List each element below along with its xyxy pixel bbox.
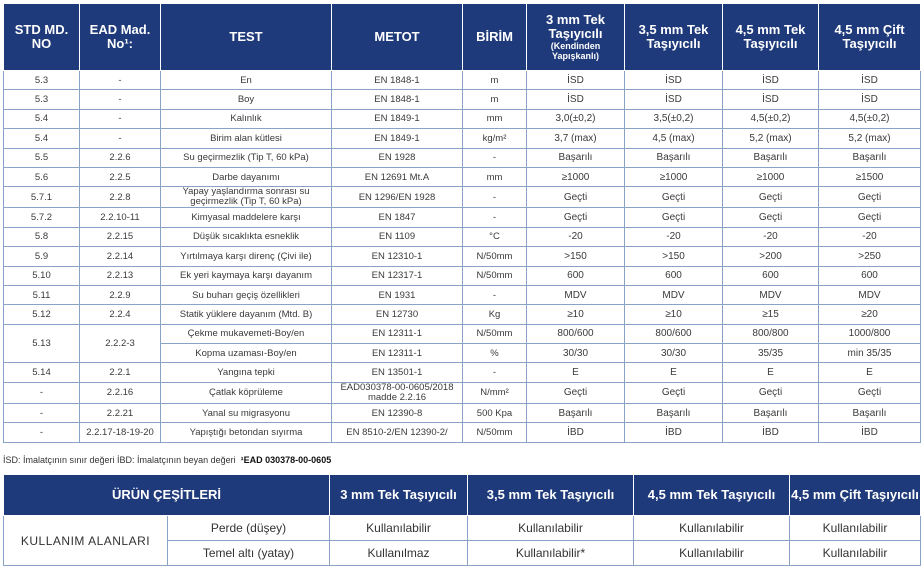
value-cell: İSD	[625, 71, 723, 90]
spec-row	[4, 90, 921, 109]
value-cell: İSD	[819, 90, 921, 109]
ead-mad-no-cell: 2.2.13	[80, 266, 161, 285]
value-cell: 30/30	[527, 344, 625, 363]
usage-cell: Kullanılabilir	[790, 541, 921, 566]
usage-cell: Kullanılabilir	[634, 516, 790, 541]
usage-cell: Kullanılabilir	[330, 516, 468, 541]
value-cell: >250	[819, 247, 921, 266]
birim-cell: -	[463, 363, 527, 382]
usage-cell: Kullanılabilir*	[468, 541, 634, 566]
value-cell: MDV	[527, 285, 625, 304]
value-cell: Başarılı	[723, 148, 819, 167]
ead-mad-no-cell: 2.2.9	[80, 285, 161, 304]
value-cell: Başarılı	[527, 403, 625, 422]
value-cell: >150	[527, 247, 625, 266]
std-md-no-cell: -	[4, 403, 80, 422]
birim-cell: mm	[463, 109, 527, 128]
value-cell: 4,5(±0,2)	[819, 109, 921, 128]
birim-cell: N/mm²	[463, 382, 527, 403]
std-md-no-cell: 5.8	[4, 227, 80, 246]
product-col-35mm: 3,5 mm Tek Taşıyıcılı	[468, 475, 634, 516]
test-cell: Yapıştığı betondan sıyırma	[161, 423, 332, 442]
test-cell: Statik yüklere dayanım (Mtd. B)	[161, 305, 332, 324]
metot-cell: EN 1928	[332, 148, 463, 167]
ead-mad-no-cell: -	[80, 90, 161, 109]
value-cell: 3,0(±0,2)	[527, 109, 625, 128]
value-cell: İSD	[819, 71, 921, 90]
birim-cell: -	[463, 187, 527, 208]
spec-row	[4, 167, 921, 186]
usage-label: Temel altı (yatay)	[168, 541, 330, 566]
ead-mad-no-cell: 2.2.5	[80, 167, 161, 186]
spec-row	[4, 247, 921, 266]
std-md-no-cell: 5.9	[4, 247, 80, 266]
std-md-no-cell: 5.4	[4, 129, 80, 148]
value-cell: E	[723, 363, 819, 382]
ead-mad-no-cell: 2.2.2-3	[80, 324, 161, 363]
std-md-no-cell: 5.7.2	[4, 208, 80, 227]
birim-cell: m	[463, 90, 527, 109]
birim-cell: -	[463, 285, 527, 304]
value-cell: Geçti	[819, 187, 921, 208]
value-cell: ≥1500	[819, 167, 921, 186]
value-cell: 5,2 (max)	[819, 129, 921, 148]
value-cell: Başarılı	[819, 148, 921, 167]
std-md-no-cell: 5.6	[4, 167, 80, 186]
ead-mad-no-cell: -	[80, 71, 161, 90]
value-cell: Geçti	[527, 208, 625, 227]
std-md-no-cell: 5.3	[4, 90, 80, 109]
test-cell: Yanal su migrasyonu	[161, 403, 332, 422]
test-cell: Kalınlık	[161, 109, 332, 128]
birim-cell: °C	[463, 227, 527, 246]
product-types-header: ÜRÜN ÇEŞİTLERİ	[4, 475, 330, 516]
test-cell: Boy	[161, 90, 332, 109]
test-cell: Yırtılmaya karşı direnç (Çivi ile)	[161, 247, 332, 266]
header-metot: METOT	[332, 4, 463, 71]
value-cell: Geçti	[819, 382, 921, 403]
spec-row	[4, 403, 921, 422]
test-cell: Düşük sıcaklıkta esneklik	[161, 227, 332, 246]
test-cell: Ek yeri kaymaya karşı dayanım	[161, 266, 332, 285]
test-cell: Birim alan kütlesi	[161, 129, 332, 148]
metot-cell: EN 12691 Mt.A	[332, 167, 463, 186]
ead-mad-no-cell: -	[80, 129, 161, 148]
value-cell: İBD	[723, 423, 819, 442]
spec-row	[4, 227, 921, 246]
product-col-45mm: 4,5 mm Tek Taşıyıcılı	[634, 475, 790, 516]
ead-mad-no-cell: 2.2.10-11	[80, 208, 161, 227]
birim-cell: N/50mm	[463, 247, 527, 266]
value-cell: 3,7 (max)	[527, 129, 625, 148]
ead-mad-no-cell: 2.2.16	[80, 382, 161, 403]
spec-body	[4, 71, 921, 443]
ead-mad-no-cell: 2.2.6	[80, 148, 161, 167]
usage-label: Perde (düşey)	[168, 516, 330, 541]
metot-cell: EN 1847	[332, 208, 463, 227]
std-md-no-cell: 5.13	[4, 324, 80, 363]
ead-mad-no-cell: -	[80, 109, 161, 128]
test-cell: Yangına tepki	[161, 363, 332, 382]
footnote-ead-ref: ¹EAD 030378-00-0605	[240, 455, 332, 465]
birim-cell: Kg	[463, 305, 527, 324]
value-cell: 30/30	[625, 344, 723, 363]
header-45mm-double: 4,5 mm Çift Taşıyıcılı	[819, 4, 921, 71]
value-cell: 3,5(±0,2)	[625, 109, 723, 128]
value-cell: E	[819, 363, 921, 382]
test-cell: Kimyasal maddelere karşı	[161, 208, 332, 227]
spec-row	[4, 187, 921, 208]
value-cell: İBD	[625, 423, 723, 442]
value-cell: İBD	[819, 423, 921, 442]
value-cell: 600	[723, 266, 819, 285]
value-cell: İSD	[527, 90, 625, 109]
header-std-md-no: STD MD. NO	[4, 4, 80, 71]
value-cell: min 35/35	[819, 344, 921, 363]
value-cell: -20	[527, 227, 625, 246]
value-cell: E	[527, 363, 625, 382]
spec-row	[4, 382, 921, 403]
usage-cell: Kullanılabilir	[634, 541, 790, 566]
value-cell: 1000/800	[819, 324, 921, 343]
value-cell: Geçti	[723, 382, 819, 403]
spec-row	[4, 305, 921, 324]
metot-cell: EN 12730	[332, 305, 463, 324]
value-cell: >200	[723, 247, 819, 266]
metot-cell: EN 1849-1	[332, 109, 463, 128]
birim-cell: mm	[463, 167, 527, 186]
value-cell: İSD	[723, 90, 819, 109]
product-header-row	[4, 475, 921, 516]
usage-cell: Kullanılabilir	[468, 516, 634, 541]
header-3mm-label: 3 mm Tek Taşıyıcılı	[545, 12, 605, 41]
metot-cell: EN 1931	[332, 285, 463, 304]
spec-row	[4, 71, 921, 90]
metot-cell: EN 1296/EN 1928	[332, 187, 463, 208]
value-cell: 4,5(±0,2)	[723, 109, 819, 128]
value-cell: 600	[527, 266, 625, 285]
test-cell: Darbe dayanımı	[161, 167, 332, 186]
value-cell: Geçti	[625, 208, 723, 227]
footnote-text: İSD: İmalatçının sınır değeri İBD: İmalatçının beyan değeri	[3, 455, 236, 465]
specification-table	[3, 3, 921, 443]
usage-cell: Kullanılabilir	[790, 516, 921, 541]
value-cell: 600	[819, 266, 921, 285]
metot-cell: EN 1109	[332, 227, 463, 246]
value-cell: 5,2 (max)	[723, 129, 819, 148]
test-cell: Su geçirmezlik (Tip T, 60 kPa)	[161, 148, 332, 167]
std-md-no-cell: 5.12	[4, 305, 80, 324]
header-ead-mad-no: EAD Mad. No¹:	[80, 4, 161, 71]
header-3mm	[527, 4, 625, 71]
std-md-no-cell: 5.14	[4, 363, 80, 382]
test-cell: Çatlak köprüleme	[161, 382, 332, 403]
birim-cell: kg/m²	[463, 129, 527, 148]
birim-cell: 500 Kpa	[463, 403, 527, 422]
value-cell: MDV	[723, 285, 819, 304]
usage-cell: Kullanılmaz	[330, 541, 468, 566]
metot-cell: EN 12310-1	[332, 247, 463, 266]
birim-cell: N/50mm	[463, 423, 527, 442]
header-45mm: 4,5 mm Tek Taşıyıcılı	[723, 4, 819, 71]
spec-row	[4, 285, 921, 304]
std-md-no-cell: 5.4	[4, 109, 80, 128]
value-cell: -20	[723, 227, 819, 246]
value-cell: 4,5 (max)	[625, 129, 723, 148]
spec-row	[4, 129, 921, 148]
value-cell: Başarılı	[527, 148, 625, 167]
value-cell: Geçti	[819, 208, 921, 227]
ead-mad-no-cell: 2.2.14	[80, 247, 161, 266]
value-cell: 35/35	[723, 344, 819, 363]
header-test: TEST	[161, 4, 332, 71]
header-3mm-note: (Kendinden Yapışkanlı)	[550, 41, 601, 61]
value-cell: Geçti	[723, 187, 819, 208]
std-md-no-cell: -	[4, 382, 80, 403]
value-cell: ≥1000	[625, 167, 723, 186]
std-md-no-cell: 5.7.1	[4, 187, 80, 208]
birim-cell: N/50mm	[463, 324, 527, 343]
value-cell: ≥1000	[527, 167, 625, 186]
test-cell: Yapay yaşlandırma sonrası su geçirmezlik (Tip T, 60 kPa)	[161, 187, 332, 208]
birim-cell: N/50mm	[463, 266, 527, 285]
metot-cell: EN 12317-1	[332, 266, 463, 285]
value-cell: Başarılı	[723, 403, 819, 422]
header-35mm: 3,5 mm Tek Taşıyıcılı	[625, 4, 723, 71]
ead-mad-no-cell: 2.2.8	[80, 187, 161, 208]
value-cell: >150	[625, 247, 723, 266]
std-md-no-cell: 5.5	[4, 148, 80, 167]
test-cell: Su buharı geçiş özellikleri	[161, 285, 332, 304]
value-cell: ≥15	[723, 305, 819, 324]
value-cell: 600	[625, 266, 723, 285]
ead-mad-no-cell: 2.2.1	[80, 363, 161, 382]
metot-cell: EN 12390-8	[332, 403, 463, 422]
std-md-no-cell: 5.11	[4, 285, 80, 304]
birim-cell: -	[463, 208, 527, 227]
ead-mad-no-cell: 2.2.17-18-19-20	[80, 423, 161, 442]
metot-cell: EN 12311-1	[332, 344, 463, 363]
test-cell: Çekme mukavemeti-Boy/en	[161, 324, 332, 343]
value-cell: -20	[819, 227, 921, 246]
spec-row	[4, 109, 921, 128]
std-md-no-cell: 5.3	[4, 71, 80, 90]
value-cell: Geçti	[723, 208, 819, 227]
footnote	[3, 455, 331, 465]
ead-mad-no-cell: 2.2.4	[80, 305, 161, 324]
header-birim: BİRİM	[463, 4, 527, 71]
birim-cell: %	[463, 344, 527, 363]
value-cell: 800/600	[527, 324, 625, 343]
value-cell: -20	[625, 227, 723, 246]
value-cell: MDV	[625, 285, 723, 304]
value-cell: 800/600	[625, 324, 723, 343]
spec-row	[4, 423, 921, 442]
test-cell: Kopma uzaması-Boy/en	[161, 344, 332, 363]
value-cell: Başarılı	[625, 148, 723, 167]
metot-cell: EN 13501-1	[332, 363, 463, 382]
spec-header-row	[4, 4, 921, 71]
product-col-3mm: 3 mm Tek Taşıyıcılı	[330, 475, 468, 516]
value-cell: Geçti	[625, 187, 723, 208]
value-cell: Başarılı	[819, 403, 921, 422]
spec-row	[4, 324, 921, 343]
spec-row	[4, 148, 921, 167]
value-cell: İSD	[527, 71, 625, 90]
product-usage-table	[3, 474, 921, 566]
usage-area-label: KULLANIM ALANLARI	[4, 516, 168, 566]
value-cell: ≥10	[527, 305, 625, 324]
value-cell: İSD	[625, 90, 723, 109]
metot-cell: EN 12311-1	[332, 324, 463, 343]
ead-mad-no-cell: 2.2.15	[80, 227, 161, 246]
value-cell: 800/800	[723, 324, 819, 343]
value-cell: Başarılı	[625, 403, 723, 422]
value-cell: ≥20	[819, 305, 921, 324]
std-md-no-cell: -	[4, 423, 80, 442]
value-cell: E	[625, 363, 723, 382]
metot-cell: EN 1848-1	[332, 71, 463, 90]
std-md-no-cell: 5.10	[4, 266, 80, 285]
test-cell: En	[161, 71, 332, 90]
usage-row	[4, 516, 921, 541]
metot-cell: EN 8510-2/EN 12390-2/	[332, 423, 463, 442]
value-cell: İBD	[527, 423, 625, 442]
value-cell: İSD	[723, 71, 819, 90]
birim-cell: -	[463, 148, 527, 167]
spec-row	[4, 208, 921, 227]
value-cell: Geçti	[527, 382, 625, 403]
metot-cell: EN 1848-1	[332, 90, 463, 109]
value-cell: ≥10	[625, 305, 723, 324]
spec-row	[4, 363, 921, 382]
value-cell: Geçti	[625, 382, 723, 403]
metot-cell: EN 1849-1	[332, 129, 463, 148]
value-cell: ≥1000	[723, 167, 819, 186]
spec-row	[4, 266, 921, 285]
birim-cell: m	[463, 71, 527, 90]
ead-mad-no-cell: 2.2.21	[80, 403, 161, 422]
value-cell: MDV	[819, 285, 921, 304]
metot-cell: EAD030378-00-0605/2018 madde 2.2.16	[332, 382, 463, 403]
value-cell: Geçti	[527, 187, 625, 208]
product-col-45mm-double: 4,5 mm Çift Taşıyıcılı	[790, 475, 921, 516]
